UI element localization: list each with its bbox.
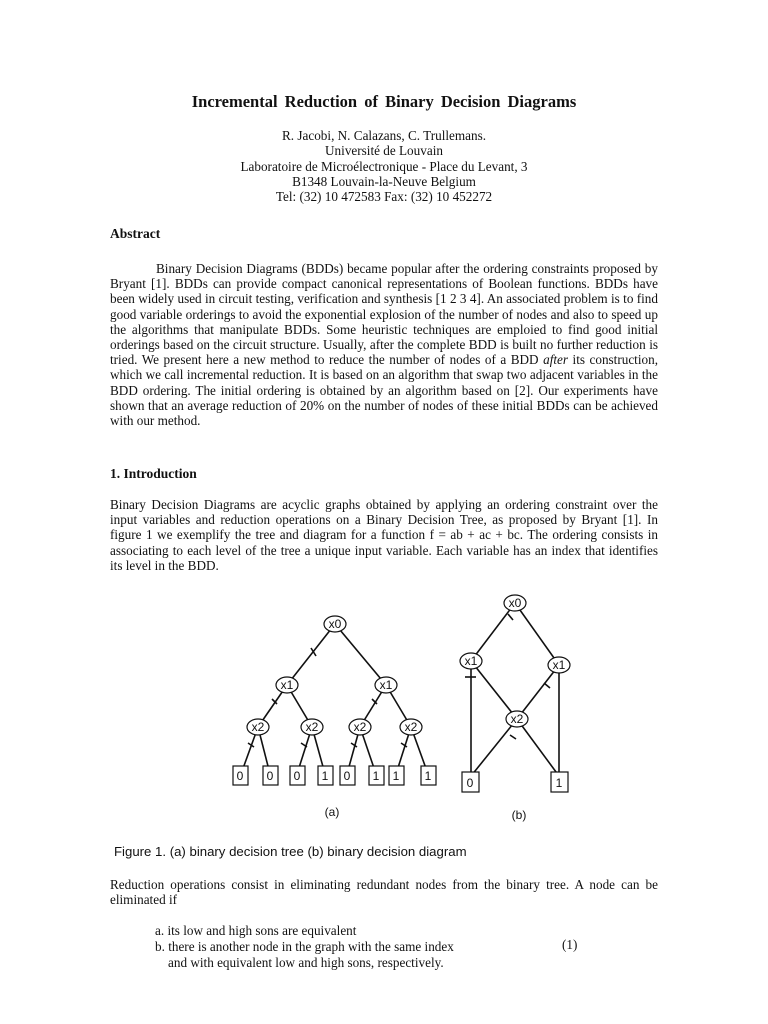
bdd-label: (b) [511,808,527,822]
tree-leaf-4: 1 [321,769,329,783]
bdd-leaf-1: 1 [555,776,563,790]
reduction-text [110,877,658,907]
city: B1348 Louvain-la-Neuve Belgium [292,173,476,189]
tree-leaf-2: 0 [266,769,274,783]
abstract-text-a: Binary Decision Diagrams (BDDs) became popular after the ordering constraints proposed by Bryant [1]. BDDs can provide compact canonical representations of Boolean functions. BDDs have been widely used in circuit testing, verification and synthesis [1 2 3 4]. An associated problem is to find good variable orderings to avoid the exponential explosion of the number of nodes and also to speed up the algorithms that manipulate BDDs. Some heuristic techniques are emploied to find good initial orderings based on the circuit structure. Usually, after the complete BDD is built no further reduction is tried. We present here a new method to reduce the number of nodes of a BDD [110,261,658,368]
bdd-node-x1-left: x1 [464,654,478,668]
contact-info: Tel: (32) 10 472583 Fax: (32) 10 452272 [275,189,493,205]
bdd-leaf-0: 0 [466,776,474,790]
tree-node-shapes [233,595,570,792]
tree-leaf-6: 1 [372,769,380,783]
tree-node-x2-b: x2 [305,720,319,734]
reduction-paragraph: Reduction operations consist in eliminating redundant nodes from the binary tree. A node can be eliminated if [110,877,658,908]
author-names: R. Jacobi, N. Calazans, C. Trullemans. [281,128,487,143]
bdd-node-x1-right: x1 [552,658,566,672]
tree-node-x2-a: x2 [251,720,265,734]
tree-leaf-5: 0 [343,769,351,783]
tree-node-x1-left: x1 [280,678,294,692]
tree-node-x1-right: x1 [379,678,393,692]
tree-node-x2-d: x2 [404,720,418,734]
tree-leaf-8: 1 [424,769,432,783]
tree-root-label: x0 [328,617,342,631]
condition-a: a. its low and high sons are equivalent [155,923,357,938]
tree-leaf-1: 0 [236,769,244,783]
abstract-emphasis: after [543,352,569,368]
tree-label: (a) [324,805,340,819]
equation-number: (1) [562,937,578,952]
condition-b: b. there is another node in the graph with the same index [155,939,454,954]
introduction-heading: 1. Introduction [110,466,197,481]
abstract-heading: Abstract [110,226,161,241]
university: Université de Louvain [325,143,443,159]
figure-caption: Figure 1. (a) binary decision tree (b) binary decision diagram [114,844,467,859]
laboratory: Laboratoire de Microélectronique - Place du Levant, 3 [240,158,528,174]
tree-node-x2-c: x2 [353,720,367,734]
bdd-root-label: x0 [508,596,522,610]
paper-title: Incremental Reduction of Binary Decision Diagrams [191,92,577,111]
abstract-text-b: its construction, which we call incremental reduction. It is based on an algorithm that swap two adjacent variables in the BDD ordering. The initial ordering is obtained by an algorithm based on [2]. Our experiments have shown that an average reduction of 20% on the number of nodes of these initial BDDs can be achieved with our method. [110,352,658,429]
introduction-paragraph: Binary Decision Diagrams are acyclic graphs obtained by applying an ordering constraint over the input variables and reduction operations on a Binary Decision Tree, as proposed by Bryant [1]. In figure 1 we exemplify the tree and diagram for a function f = ab + ac + bc. The ordering consists in associating to each level of the tree a unique input variable. Each variable has an index that identifies its level in the BDD. [110,497,658,573]
tree-leaf-3: 0 [293,769,301,783]
condition-b-continued: and with equivalent low and high sons, respectively. [168,955,444,970]
tree-leaf-7: 1 [392,769,400,783]
bdd-node-x2: x2 [510,712,524,726]
